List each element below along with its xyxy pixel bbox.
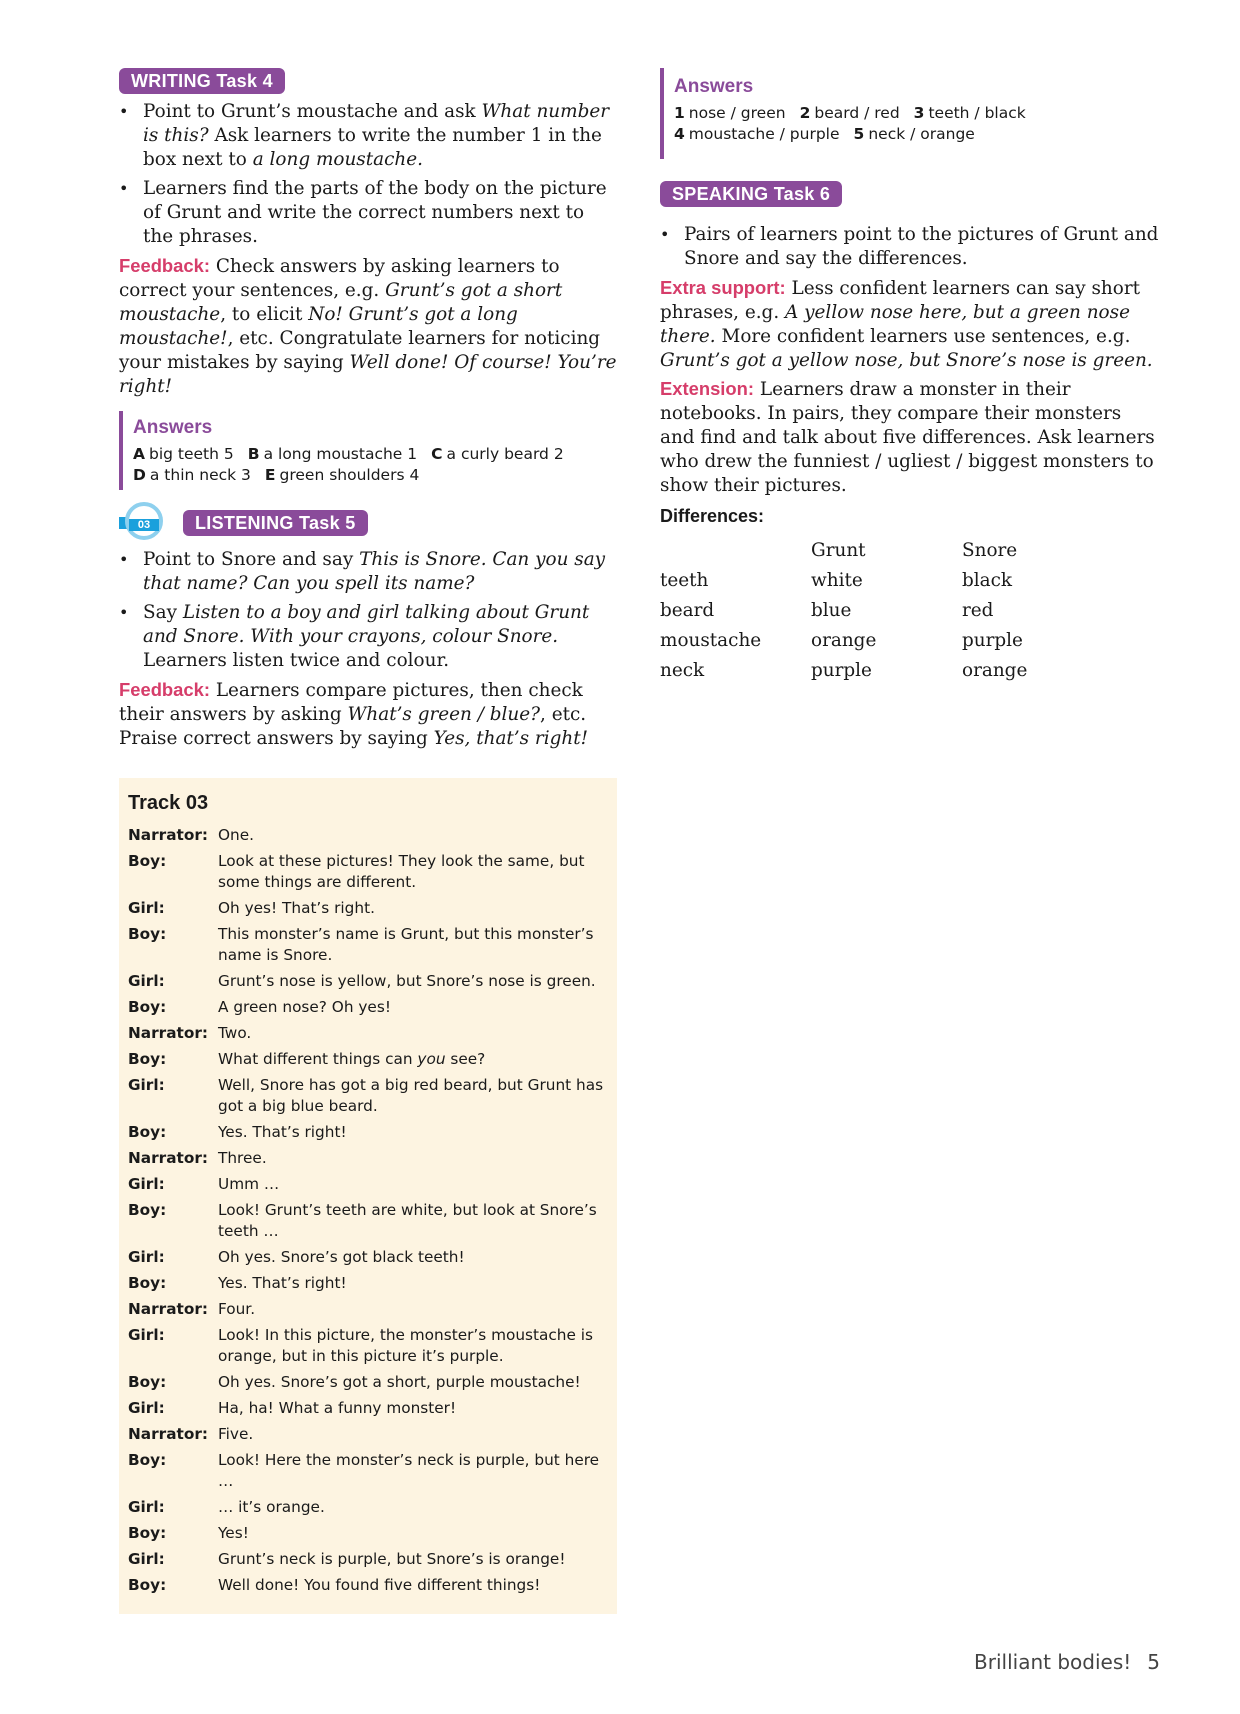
track-script	[119, 825, 617, 1596]
script-line	[128, 1523, 617, 1544]
extra-support-text: Less confident learners can say short phrases, e.g. A yellow nose here, but a green nose there. More confident learners use sentences, e.g. Grunt’s got a yellow nose, but Snore’s nose is green.	[660, 278, 1153, 371]
table-cell: purple	[962, 629, 1023, 651]
answers-title: Answers	[674, 76, 754, 97]
table-cell: purple	[811, 659, 872, 681]
track-title: Track 03	[128, 792, 209, 814]
spoken-line: Grunt’s nose is yellow, but Snore’s nose is green.	[218, 972, 596, 990]
writing-bullet-2: • Learners find the parts of the body on the picture of Grunt and write the correct numbers next to the phrases.	[119, 177, 617, 249]
right-column	[660, 68, 1160, 685]
answers-line-1	[133, 444, 617, 465]
speaking-bullet-1: • Pairs of learners point to the pictures of Grunt and Snore and say the differences.	[660, 223, 1160, 271]
extension-label: Extension:	[660, 378, 755, 399]
spoken-line: Oh yes! That’s right.	[218, 899, 375, 917]
spoken-line: Two.	[218, 1024, 252, 1042]
differences-table	[660, 535, 1027, 685]
table-cell: orange	[811, 629, 877, 651]
speaking-task-badge: SPEAKING Task 6	[660, 181, 842, 207]
table-cell: white	[811, 569, 863, 591]
spoken-line: Well done! You found five different things!	[218, 1576, 541, 1594]
table-row	[660, 565, 1027, 595]
spoken-line: One.	[218, 826, 255, 844]
speaker-name: Girl:	[128, 1076, 165, 1094]
script-line	[128, 1424, 617, 1445]
listening-feedback	[119, 678, 617, 751]
script-line	[128, 1075, 617, 1117]
speaker-name: Narrator:	[128, 1300, 209, 1318]
script-line	[128, 898, 617, 919]
table-cell: black	[962, 569, 1013, 591]
script-line	[128, 971, 617, 992]
listening-section	[119, 502, 617, 751]
speaker-name: Narrator:	[128, 1024, 209, 1042]
spoken-line: Yes!	[218, 1524, 249, 1542]
speaking-bullets	[660, 223, 1160, 271]
spoken-line: Well, Snore has got a big red beard, but Grunt has got a big blue beard.	[218, 1076, 604, 1115]
script-line	[128, 1273, 617, 1294]
speaker-name: Boy:	[128, 1123, 167, 1141]
listening-bullet-1: • Point to Snore and say This is Snore. Can you say that name? Can you spell its name?	[119, 548, 617, 596]
speaker-name: Narrator:	[128, 826, 209, 844]
answer-item: B a long moustache 1	[247, 445, 418, 463]
spoken-line: Look at these pictures! They look the same, but some things are different.	[218, 852, 585, 891]
spoken-line: Ha, ha! What a funny monster!	[218, 1399, 457, 1417]
script-line	[128, 1549, 617, 1570]
speaking-section	[660, 181, 1160, 685]
answer-item: 4 moustache / purple	[674, 125, 840, 143]
spoken-line: Four.	[218, 1300, 256, 1318]
script-line	[128, 1122, 617, 1143]
feedback-text: Check answers by asking learners to correct your sentences, e.g. Grunt’s got a short moustache, to elicit No! Grunt’s got a long moustache!, etc. Congratulate learners for noticing your mistakes by saying Well done! Of course! You’re right!	[119, 256, 617, 397]
table-cell: Grunt	[811, 539, 866, 561]
listening-header	[119, 502, 617, 542]
script-line	[128, 1023, 617, 1044]
speaker-name: Narrator:	[128, 1149, 209, 1167]
table-cell: beard	[660, 599, 715, 621]
speaker-name: Boy:	[128, 1524, 167, 1542]
extra-support-label: Extra support:	[660, 277, 786, 298]
answers-line-2	[133, 465, 617, 486]
script-line	[128, 1174, 617, 1195]
track-script-box	[119, 778, 617, 1614]
script-line	[128, 851, 617, 893]
feedback-label: Feedback:	[119, 679, 210, 700]
speaker-name: Boy:	[128, 1274, 167, 1292]
spoken-line: Yes. That’s right!	[218, 1274, 347, 1292]
speaker-name: Girl:	[128, 1248, 165, 1266]
answers-line-2	[674, 124, 1160, 145]
answers-line-1	[674, 103, 1160, 124]
table-cell: teeth	[660, 569, 709, 591]
script-line	[128, 997, 617, 1018]
spoken-line: Five.	[218, 1425, 254, 1443]
writing-feedback	[119, 254, 617, 399]
speaker-name: Narrator:	[128, 1425, 209, 1443]
spoken-line: This monster’s name is Grunt, but this monster’s name is Snore.	[218, 925, 594, 964]
script-line	[128, 924, 617, 966]
spoken-line: … it’s orange.	[218, 1498, 325, 1516]
speaker-name: Girl:	[128, 972, 165, 990]
feedback-label: Feedback:	[119, 255, 210, 276]
speaker-name: Boy:	[128, 1373, 167, 1391]
table-row	[660, 595, 1027, 625]
table-header-row	[660, 535, 1027, 565]
script-line	[128, 1247, 617, 1268]
speaker-name: Girl:	[128, 1326, 165, 1344]
spoken-line: Oh yes. Snore’s got black teeth!	[218, 1248, 465, 1266]
answer-item: E green shoulders 4	[264, 466, 420, 484]
answer-item: A big teeth 5	[133, 445, 234, 463]
speaker-name: Boy:	[128, 998, 167, 1016]
extension-text: Learners draw a monster in their notebooks. In pairs, they compare their monsters and find and talk about five differences. Ask learners who drew the funniest / ugliest / biggest monsters to show their pictures.	[660, 379, 1155, 496]
differences-title: Differences:	[660, 506, 765, 526]
listening-task-badge: LISTENING Task 5	[183, 510, 368, 536]
spoken-line: A green nose? Oh yes!	[218, 998, 391, 1016]
table-cell: red	[962, 599, 994, 621]
feedback-text: Learners compare pictures, then check their answers by asking What’s green / blue?, etc. Praise correct answers by saying Yes, that’s right!	[119, 680, 589, 749]
script-line	[128, 1200, 617, 1242]
audio-cd-icon	[125, 502, 163, 540]
writing-bullets	[119, 100, 617, 249]
extension	[660, 377, 1160, 498]
extra-support	[660, 276, 1160, 373]
speaker-name: Girl:	[128, 899, 165, 917]
speaker-name: Boy:	[128, 852, 167, 870]
answers-title: Answers	[133, 417, 213, 438]
speaker-name: Girl:	[128, 1550, 165, 1568]
spoken-line: What different things can you see?	[218, 1050, 486, 1068]
speaker-name: Girl:	[128, 1498, 165, 1516]
spoken-line: Three.	[218, 1149, 267, 1167]
script-line	[128, 1497, 617, 1518]
writing-task-badge: WRITING Task 4	[119, 68, 285, 94]
spoken-line: Look! In this picture, the monster’s moustache is orange, but in this picture it’s purple.	[218, 1326, 593, 1365]
script-line	[128, 1325, 617, 1367]
table-cell: moustache	[660, 629, 762, 651]
script-line	[128, 1450, 617, 1492]
left-column	[119, 68, 617, 755]
answer-item: D a thin neck 3	[133, 466, 251, 484]
script-line	[128, 1148, 617, 1169]
answer-item: 2 beard / red	[799, 104, 900, 122]
speaker-name: Girl:	[128, 1399, 165, 1417]
listening-bullets	[119, 548, 617, 673]
table-cell: Snore	[962, 539, 1018, 561]
speaker-name: Boy:	[128, 1201, 167, 1219]
answer-item: 5 neck / orange	[853, 125, 975, 143]
listening-answers-box	[660, 68, 1160, 159]
page-number: 5	[1147, 1650, 1160, 1674]
track-number: 03	[129, 519, 159, 531]
spoken-line: Oh yes. Snore’s got a short, purple moustache!	[218, 1373, 581, 1391]
table-cell: neck	[660, 659, 705, 681]
speaker-name: Boy:	[128, 1050, 167, 1068]
answer-item: 1 nose / green	[674, 104, 786, 122]
spoken-line: Yes. That’s right!	[218, 1123, 347, 1141]
speaker-name: Boy:	[128, 1451, 167, 1469]
table-cell: orange	[962, 659, 1028, 681]
script-line	[128, 825, 617, 846]
page-footer	[974, 1650, 1160, 1674]
spoken-line: Grunt’s neck is purple, but Snore’s is orange!	[218, 1550, 566, 1568]
answer-item: C a curly beard 2	[431, 445, 564, 463]
writing-answers-box	[119, 411, 617, 490]
table-cell: blue	[811, 599, 852, 621]
script-line	[128, 1398, 617, 1419]
table-row	[660, 625, 1027, 655]
speaker-name: Boy:	[128, 1576, 167, 1594]
spoken-line: Umm …	[218, 1175, 280, 1193]
speaker-name: Girl:	[128, 1175, 165, 1193]
table-row	[660, 655, 1027, 685]
script-line	[128, 1575, 617, 1596]
table-cell	[660, 535, 811, 565]
footer-title: Brilliant bodies!	[974, 1650, 1132, 1674]
answer-item: 3 teeth / black	[913, 104, 1026, 122]
listening-bullet-2: • Say Listen to a boy and girl talking about Grunt and Snore. With your crayons, colour Snore. Learners listen twice and colour.	[119, 601, 617, 673]
speaker-name: Boy:	[128, 925, 167, 943]
script-line	[128, 1372, 617, 1393]
script-line	[128, 1299, 617, 1320]
writing-section	[119, 68, 617, 490]
writing-bullet-1: • Point to Grunt’s moustache and ask What number is this? Ask learners to write the number 1 in the box next to a long moustache.	[119, 100, 617, 172]
spoken-line: Look! Here the monster’s neck is purple, but here …	[218, 1451, 600, 1490]
spoken-line: Look! Grunt’s teeth are white, but look at Snore’s teeth …	[218, 1201, 597, 1240]
script-line	[128, 1049, 617, 1070]
